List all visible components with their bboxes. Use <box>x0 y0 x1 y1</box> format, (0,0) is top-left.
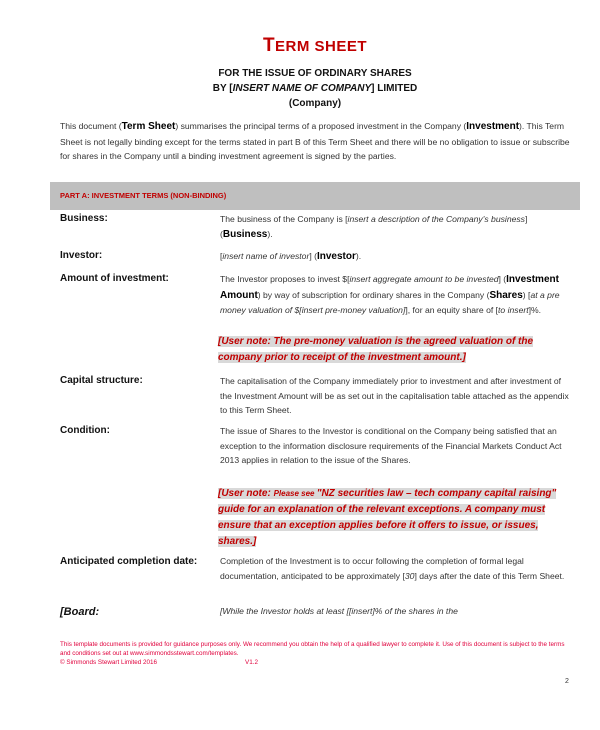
subtitle-line-2: BY [INSERT NAME OF COMPANY] LIMITED <box>212 83 418 94</box>
footer-disclaimer: This template documents is provided for guidance purposes only. We recommend you obtain the help of a qualified lawyer to complete it. Use of this document is subject to the terms and conditions set out at www.simmondsstewart.com/templates. <box>60 641 565 657</box>
amount-text: The Investor proposes to invest $[insert aggregate amount to be invested] (Investment Amount) by way of subscription for ordinary shares in the Company (Shares) [at a pre money valuation of $[insert pre-money valuation]], for an equity share of [to insert]%. <box>220 274 560 316</box>
footer-copyright: © Simmonds Stewart Limited 2016 <box>60 659 158 666</box>
label-amount: Amount of investment: <box>60 273 169 284</box>
board-text: [While the Investor holds at least [[insert]% of the shares in the <box>220 606 458 616</box>
user-note-securities: [User note: Please see "NZ securities law – tech company capital raising" guide for an explanation of the relevant exceptions. A company must ensure that an exception applies before it offers to issue, or issues, shares.] <box>218 488 557 547</box>
footer-version: V1.2 <box>245 659 258 666</box>
document-title: TERM SHEET <box>262 35 368 56</box>
condition-text: The issue of Shares to the Investor is conditional on the Company being satisfied that an exception to the information disclosure requirements of the Financial Markets Conduct Act 2013 applies in relation to the issue of the Shares. <box>220 426 562 466</box>
label-investor: Investor: <box>60 250 103 261</box>
label-condition: Condition: <box>60 425 110 436</box>
label-business: Business: <box>60 213 108 224</box>
subtitle-line-3: (Company) <box>288 98 342 109</box>
subtitle-line-1: FOR THE ISSUE OF ORDINARY SHARES <box>218 68 412 79</box>
capital-text: The capitalisation of the Company immediately prior to investment and after investment of the Investment Amount will be as set out in the capitalisation table attached as the appendix to this Term Sheet. <box>220 376 569 416</box>
intro-paragraph: This document (Term Sheet) summarises the principal terms of a proposed investment in the Company (Investment). This Term Sheet is not legally binding except for the terms stated in part B of this Term Sheet and there will be no obligation to issue or subscribe for shares in the Company until a binding investment agreement is signed by the parties. <box>60 121 570 162</box>
page-number: 2 <box>565 678 569 685</box>
label-board: [Board: <box>60 606 100 618</box>
label-capital: Capital structure: <box>60 375 143 386</box>
user-note-valuation: [User note: The pre-money valuation is the agreed valuation of the company prior to receipt of the investment amount.] <box>218 336 534 363</box>
label-completion: Anticipated completion date: <box>60 556 198 567</box>
completion-text: Completion of the Investment is to occur following the completion of formal legal documentation, anticipated to be approximately [30] days after the date of this Term Sheet. <box>220 556 565 581</box>
investor-text: [insert name of investor] (Investor). <box>220 251 362 262</box>
part-a-header: PART A: INVESTMENT TERMS (NON-BINDING) <box>50 182 580 210</box>
business-text: The business of the Company is [insert a description of the Company's business] (Business). <box>220 214 528 240</box>
